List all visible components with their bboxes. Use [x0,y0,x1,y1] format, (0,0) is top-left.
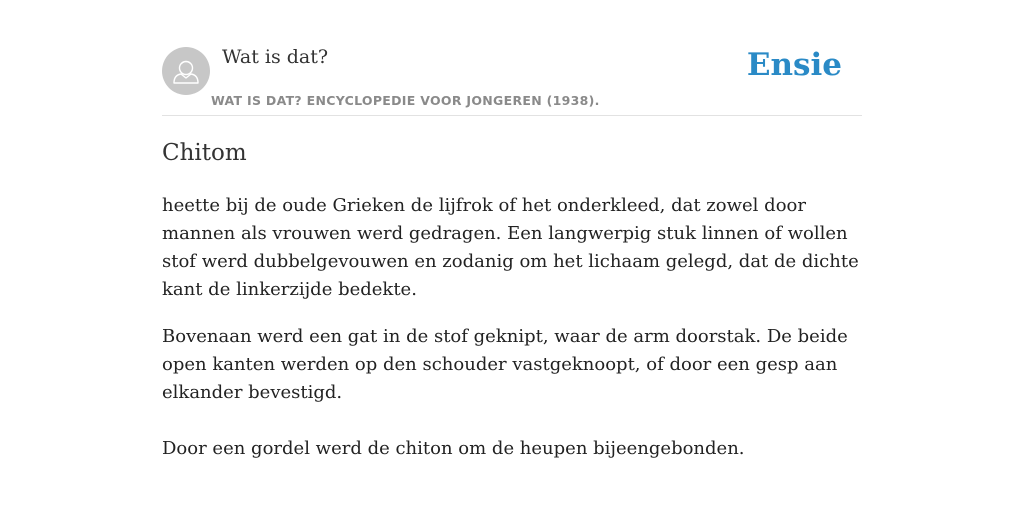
source-header [162,0,862,116]
source-avatar[interactable] [162,47,210,95]
entry-page [162,0,862,459]
ensie-logo-link[interactable]: Ensie [746,47,842,83]
source-title[interactable]: Wat is dat? [222,46,329,68]
entry-title: Chitom [162,140,247,166]
user-icon [162,47,210,95]
source-subtitle[interactable]: WAT IS DAT? ENCYCLOPEDIE VOOR JONGEREN (1938). [211,93,600,108]
entry-paragraph: Bovenaan werd een gat in de stof geknipt, waar de arm doorstak. De beide open kanten werden op den schouder vastgeknoopt, of door een gesp aan elkander bevestigd. [162,326,848,403]
entry-paragraph: Door een gordel werd de chiton om de heupen bijeengebonden. [162,438,745,459]
entry-paragraph: heette bij de oude Grieken de lijfrok of het onderkleed, dat zowel door mannen als vrouwen werd gedragen. Een langwerpig stuk linnen of wollen stof werd dubbelgevouwen en zodanig om het lichaam gelegd, dat de dichte kant de linkerzijde bedekte. [162,195,859,300]
